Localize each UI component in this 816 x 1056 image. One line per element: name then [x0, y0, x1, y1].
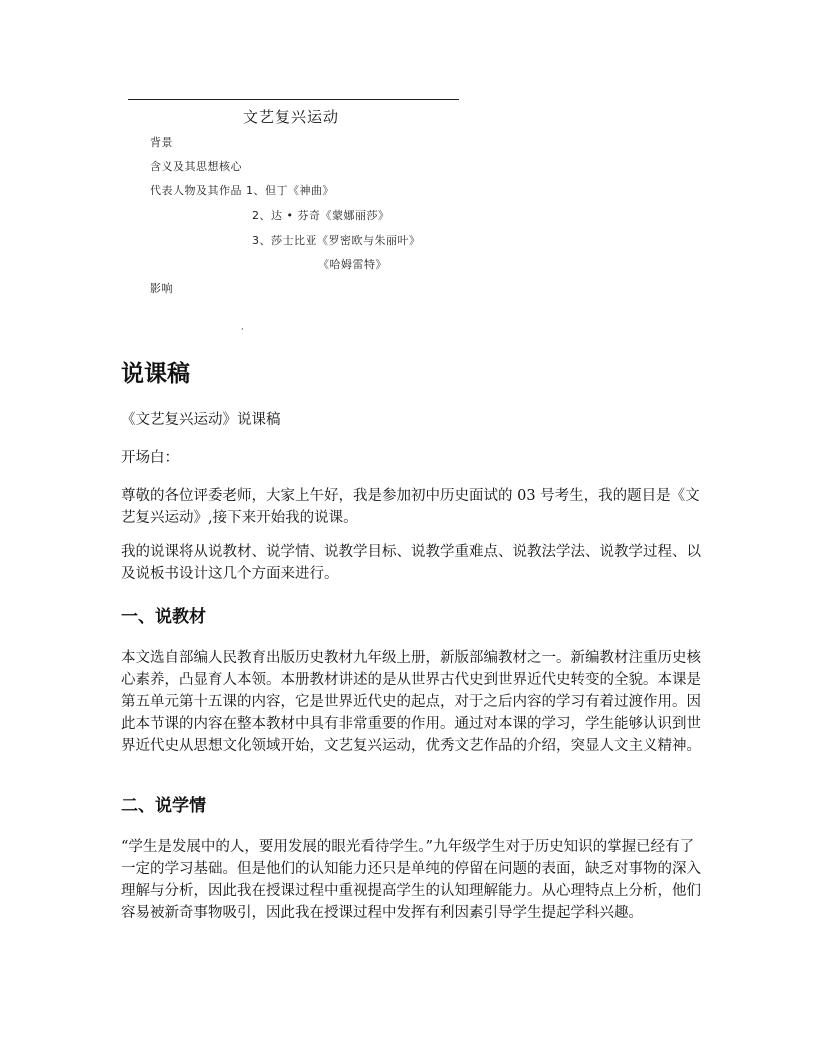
- board-top-rule: [128, 99, 459, 100]
- textbook-paragraph: 本文选自部编人民教育出版历史教材九年级上册，新版部编教材之一。新编教材注重历史核心素养，凸显育人本领。本册教材讲述的是从世界古代史到世界近代史转变的全貌。本课是第五单元第十五课的内容，它是世界近代史的起点，对于之后内容的学习有着过渡作用。因此本节课的内容在整本教材中具有非常重要的作用。通过对本课的学习，学生能够认识到世界近代史从思想文化领域开始，文艺复兴运动，优秀文艺作品的介绍，突显人文主义精神。: [121, 650, 701, 754]
- section-heading-textbook: 一、说教材: [121, 607, 206, 627]
- students-paragraph: “学生是发展中的人，要用发展的眼光看待学生。”九年级学生对于历史知识的掌握已经有了一定的学习基础。但是他们的认知能力还只是单纯的停留在问题的表面，缺乏对事物的深入理解与分析，因此我在授课过程中重视提高学生的认知理解能力。从心理特点上分析，他们容易被新奇事物吸引，因此我在授课过程中发挥有利因素引导学生提起学科兴趣。: [121, 839, 701, 921]
- opening-label: 开场白：: [121, 450, 179, 466]
- board-row-davinci: 2、达 • 芬奇《蒙娜丽莎》: [252, 209, 390, 222]
- board-row-influence: 影响: [150, 282, 173, 295]
- outline-paragraph: 我的说课将从说教材、说学情、说教学目标、说教学重难点、说教法学法、说教学过程、以及说板书设计这几个方面来进行。: [121, 544, 701, 582]
- board-mark: ,: [241, 322, 244, 331]
- board-row-hamlet: 《哈姆雷特》: [318, 258, 387, 271]
- section-heading-students: 二、说学情: [121, 796, 206, 816]
- greeting-paragraph: 尊敬的各位评委老师，大家上午好，我是参加初中历史面试的 03 号考生，我的题目是《文艺复兴运动》,接下来开始我的说课。: [121, 488, 700, 526]
- board-row-figures: 代表人物及其作品 1、但丁《神曲》: [150, 184, 334, 197]
- board-row-shakespeare: 3、莎士比亚《罗密欧与朱丽叶》: [252, 234, 421, 247]
- blackboard-design-image: [0, 0, 816, 340]
- document-subtitle: 《文艺复兴运动》说课稿: [121, 412, 281, 428]
- board-title: 文艺复兴运动: [243, 108, 340, 126]
- board-row-background: 背景: [150, 136, 173, 149]
- board-row-meaning: 含义及其思想核心: [150, 160, 242, 173]
- page-title: 说课稿: [121, 361, 190, 387]
